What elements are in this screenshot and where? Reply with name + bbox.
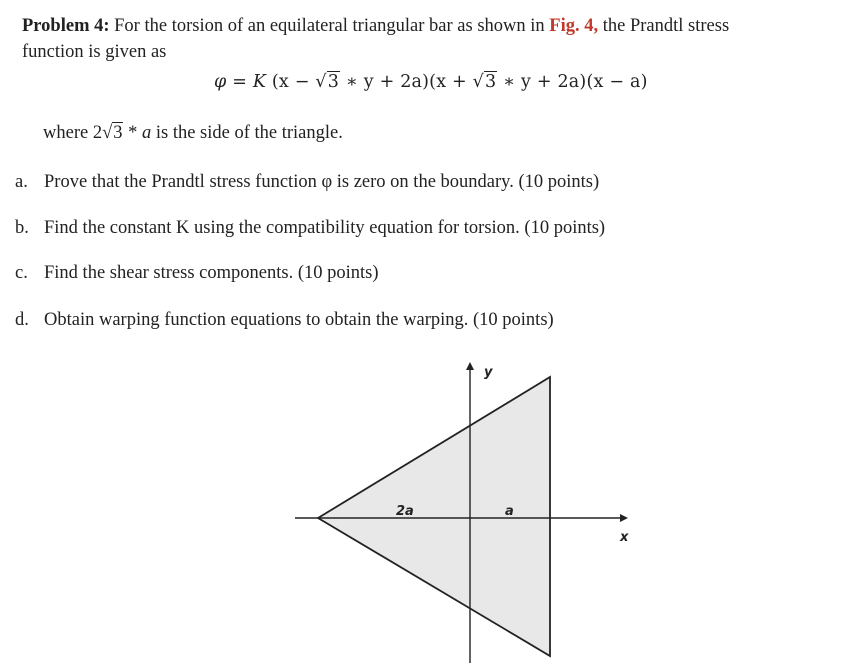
list-item-label: b.	[15, 218, 29, 238]
sqrt-symbol-3: √3	[102, 123, 123, 143]
sqrt-symbol-1: √3	[315, 72, 340, 92]
where-a-var: a	[141, 123, 152, 143]
equation-part1-rest: ∗ y + 2a)(x +	[340, 72, 473, 92]
dimension-a-label: a	[505, 504, 514, 519]
list-item-label: c.	[15, 263, 28, 283]
equation-part2-rest: ∗ y + 2a)(x − a)	[497, 72, 648, 92]
where-suffix: is the side of the triangle.	[151, 123, 343, 143]
equation-equals: =	[226, 72, 253, 92]
equation-k: K	[252, 72, 267, 92]
figure-reference-link[interactable]: Fig. 4,	[549, 16, 599, 36]
problem-label: Problem 4:	[22, 16, 110, 36]
list-item-label: a.	[15, 172, 28, 192]
y-axis-label: y	[484, 365, 493, 380]
list-item-text: Prove that the Prandtl stress function φ is zero on the boundary. (10 points)	[44, 172, 600, 192]
problem-text-before-ref: For the torsion of an equilateral triangular bar as shown in	[109, 16, 550, 36]
where-prefix: where 2	[43, 123, 103, 143]
problem-text-after-ref: the Prandtl stress	[598, 16, 730, 36]
where-mid: *	[123, 123, 138, 143]
dimension-2a-label: 2a	[396, 504, 414, 519]
equation-part1-open: (x −	[266, 72, 316, 92]
x-axis-label: x	[620, 530, 629, 545]
problem-line2-text: function is given as	[22, 42, 167, 62]
triangle-cross-section	[318, 377, 550, 656]
sqrt-radicand-3: 3	[113, 123, 123, 143]
equation-phi: φ	[214, 72, 227, 92]
list-item-text: Find the shear stress components. (10 points)	[44, 263, 379, 283]
sqrt-symbol-2: √3	[472, 72, 497, 92]
sqrt-radicand-1: 3	[327, 72, 340, 92]
list-item-text: Obtain warping function equations to obtain the warping. (10 points)	[44, 310, 554, 330]
list-item-text: Find the constant K using the compatibility equation for torsion. (10 points)	[44, 218, 606, 238]
sqrt-radicand-2: 3	[485, 72, 497, 92]
list-item-label: d.	[15, 310, 29, 330]
